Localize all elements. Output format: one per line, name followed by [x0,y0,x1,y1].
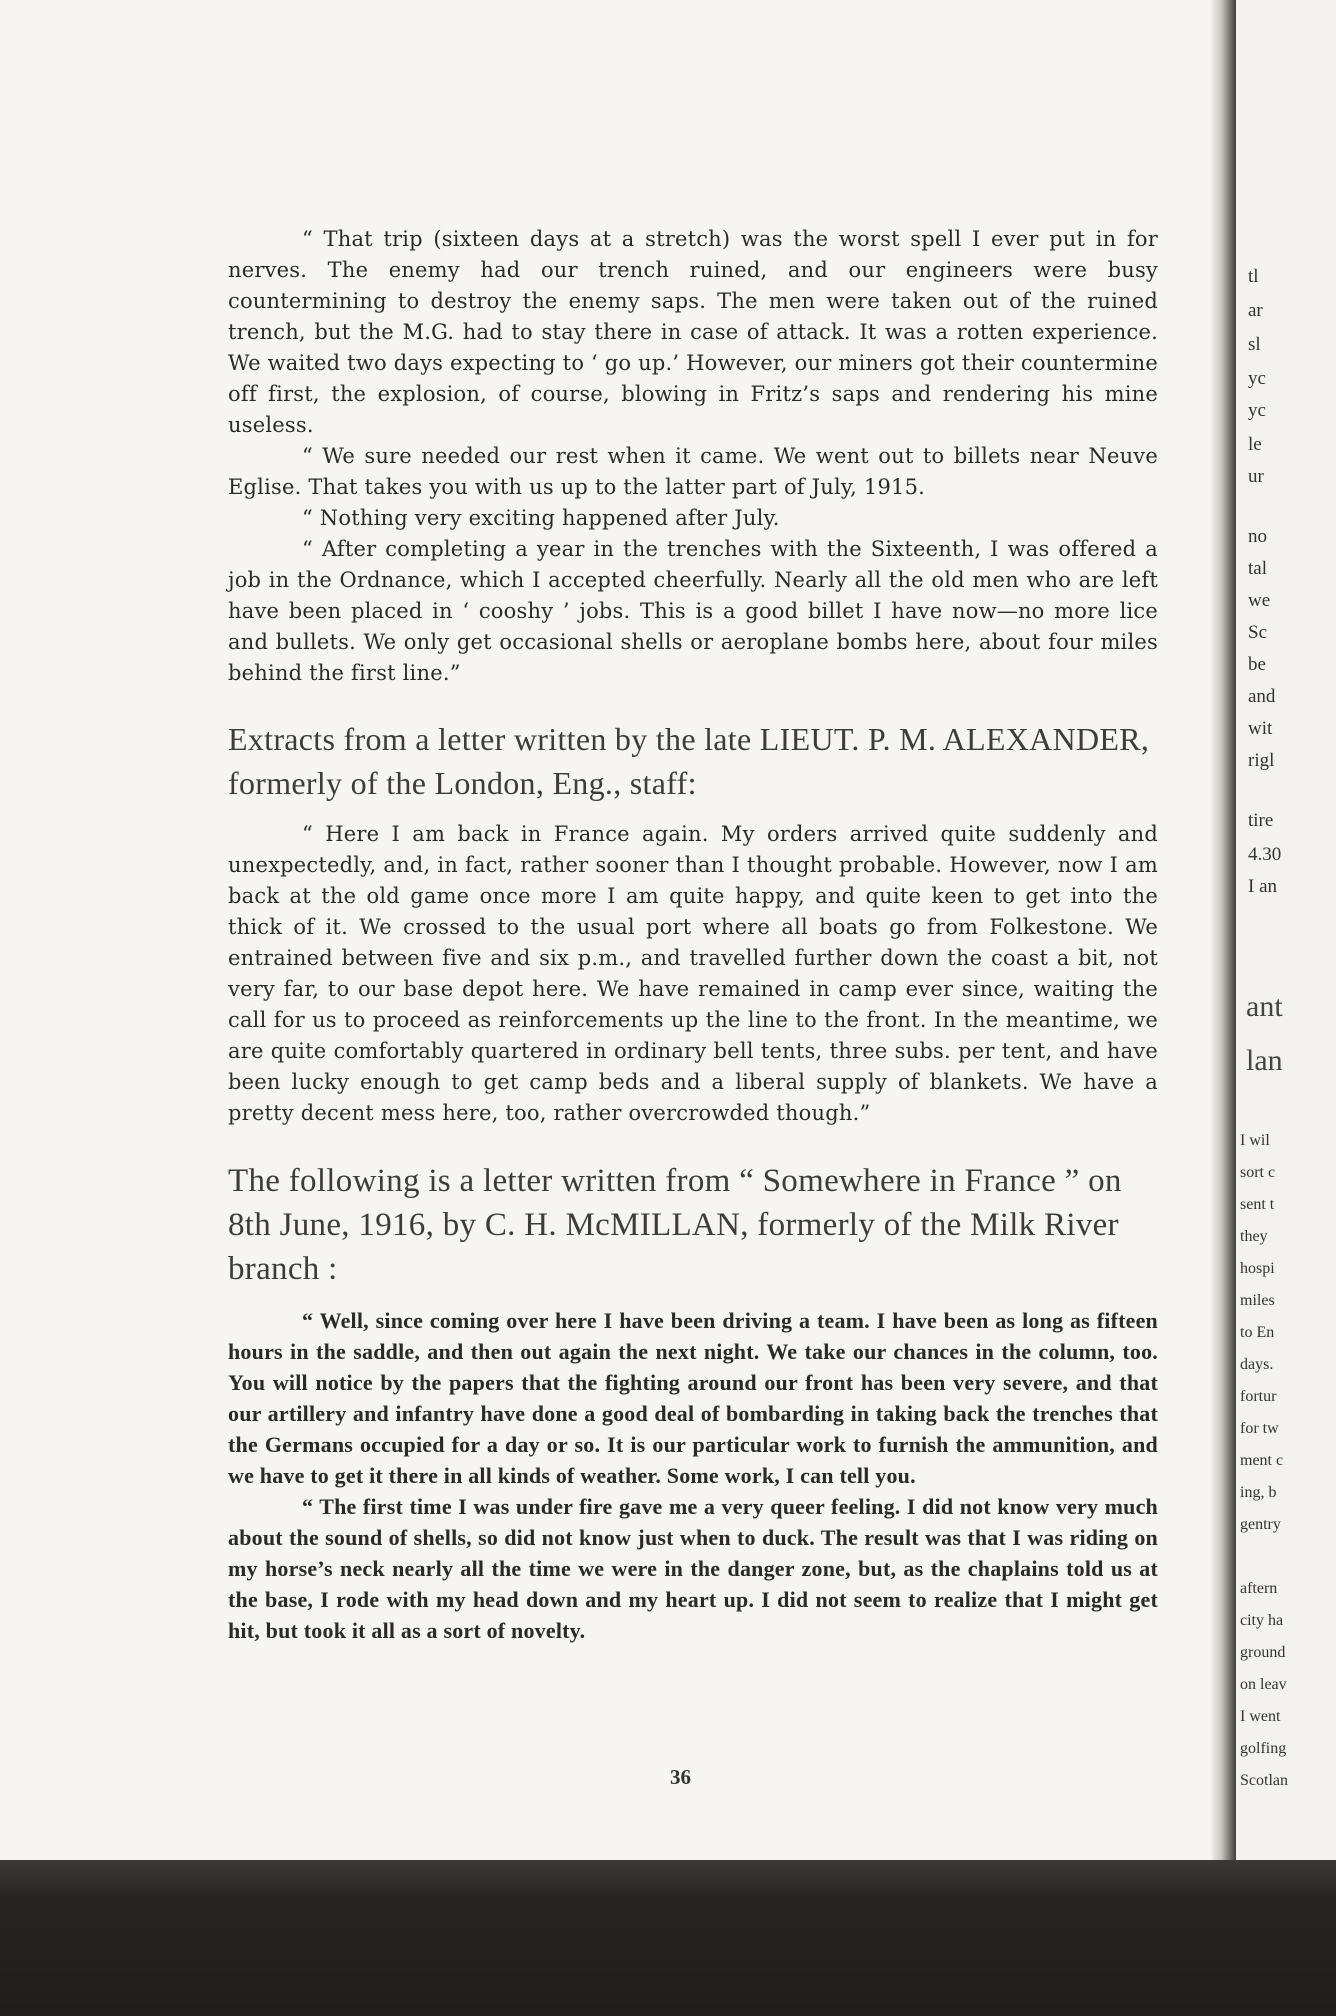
facing-text-line: hospi [1240,1260,1275,1277]
scan-bottom-shadow [0,1860,1336,2016]
facing-text-line: ing, b [1240,1484,1277,1501]
page-text [228,224,1158,1646]
facing-text-line: I went [1240,1708,1281,1725]
facing-text-line: yc [1248,368,1266,389]
facing-text-line: tire [1248,810,1274,831]
section-heading-alexander: Extracts from a letter written by the late LIEUT. P. M. ALEXANDER, formerly of the London, Eng., staff: [228,721,1150,801]
facing-text-line: aftern [1240,1580,1278,1597]
facing-text-line: I wil [1240,1132,1270,1149]
facing-text-line: sl [1248,334,1261,355]
facing-text-line: tl [1248,266,1259,287]
book-gutter [1210,0,1238,2016]
facing-text-line: rigl [1248,750,1275,771]
facing-text-line: ur [1248,466,1264,487]
facing-text-line: days. [1240,1356,1274,1373]
letter-paragraph: “ After completing a year in the trenches with the Sixteenth, I was offered a job in the Ordnance, which I accepted cheerfully. Nearly all the old men who are left have been placed in ‘ cooshy ’ jobs. This is a good billet I have now—no more lice and bullets. We only get occasional shells or aeroplane bombs here, about four miles behind the first line.” [228,537,1158,685]
facing-text-line: ar [1248,300,1263,321]
facing-text-line: wit [1248,718,1273,739]
facing-text-line: on leav [1240,1676,1287,1693]
facing-text-line: to En [1240,1324,1275,1341]
facing-page [1236,0,1336,2016]
facing-text-line: for tw [1240,1420,1279,1437]
facing-text-line: no [1248,526,1267,547]
facing-text-line: miles [1240,1292,1275,1309]
facing-text-line: Sc [1248,622,1267,643]
facing-text-line: be [1248,654,1266,675]
facing-text-line: le [1248,434,1262,455]
letter-paragraph: “ That trip (sixteen days at a stretch) was the worst spell I ever put in for nerves. The enemy had our trench ruined, and our engineers were busy countermining to destroy the enemy saps. The men were taken out of the ruined trench, but the M.G. had to stay there in case of attack. It was a rotten experience. We waited two days expecting to ‘ go up.’ However, our miners got their countermine off first, the explosion, of course, blowing in Fritz’s saps and rendering his mine useless. [228,227,1158,437]
page-number: 36 [670,1765,691,1789]
facing-text-line: Scotlan [1240,1772,1288,1789]
facing-text-line: they [1240,1228,1268,1245]
facing-text-line: city ha [1240,1612,1284,1629]
facing-text-line: tal [1248,558,1267,579]
facing-text-line: sent t [1240,1196,1275,1213]
facing-text-line: fortur [1240,1388,1277,1405]
facing-text-line: 4.30 [1248,844,1282,865]
facing-text-line: gentry [1240,1516,1281,1533]
facing-heading-line: lan [1246,1044,1283,1077]
section-heading-mcmillan: The following is a letter written from “ Somewhere in France ” on 8th June, 1916, by C. H. McMILLAN, formerly of the Milk River branch : [228,1163,1122,1287]
letter-paragraph: “ The first time I was under fire gave me a very queer feeling. I did not know very much about the sound of shells, so did not know just when to duck. The result was that I was riding on my horse’s neck nearly all the time we were in the danger zone, but, as the chaplains told us at the base, I rode with my head down and my heart up. I did not seem to realize that I might get hit, but took it all as a sort of novelty. [228,1494,1158,1643]
facing-text-line: sort c [1240,1164,1276,1181]
letter-paragraph: “ Nothing very exciting happened after July. [302,506,780,530]
facing-text-line: we [1248,590,1271,611]
facing-text-line: and [1248,686,1276,707]
facing-text-line: golfing [1240,1740,1287,1757]
facing-heading-line: ant [1246,990,1283,1023]
facing-text-line: I an [1248,876,1278,897]
facing-text-line: ground [1240,1644,1286,1661]
letter-paragraph: “ Here I am back in France again. My orders arrived quite suddenly and unexpectedly, and, in fact, rather sooner than I thought probable. However, now I am back at the old game once more I am quite happy, and quite keen to get into the thick of it. We crossed to the usual port where all boats go from Folkestone. We entrained between five and six p.m., and travelled further down the coast a bit, not very far, to our base depot here. We have remained in camp ever since, waiting the call for us to proceed as reinforcements up the line to the front. In the meantime, we are quite comfortably quartered in ordinary bell tents, three subs. per tent, and have been lucky enough to get camp beds and a liberal supply of blankets. We have a pretty decent mess here, too, rather overcrowded though.” [228,822,1158,1125]
letter-paragraph: “ Well, since coming over here I have been driving a team. I have been as long as fifteen hours in the saddle, and then out again the next night. We take our chances in the column, too. You will notice by the papers that the fighting around our front has been very severe, and that our artillery and infantry have done a good deal of bombarding in taking back the trenches that the Germans occupied for a day or so. It is our particular work to furnish the ammunition, and we have to get it there in all kinds of weather. Some work, I can tell you. [228,1308,1158,1488]
facing-text-line: ment c [1240,1452,1284,1469]
facing-text-line: yc [1248,400,1266,421]
letter-paragraph: “ We sure needed our rest when it came. We went out to billets near Neuve Eglise. That takes you with us up to the latter part of July, 1915. [228,444,1158,499]
